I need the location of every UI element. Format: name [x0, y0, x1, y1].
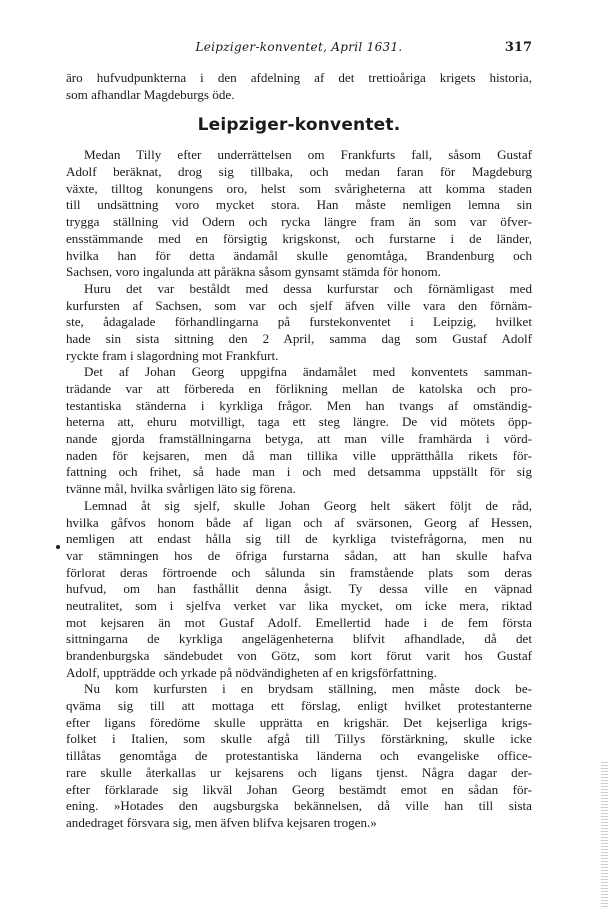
text-line: till undsättning voro mycket stora. Han måste nemligen lemna sin — [66, 197, 532, 213]
text-line: som afhandlar Magdeburgs öde. — [66, 86, 235, 102]
text-line: sittningarna de kyrkliga angelägenheterna blifvit afhandlade, då det — [66, 631, 532, 647]
text-line: tvänne mål, hvilka svårligen läto sig förena. — [66, 481, 296, 497]
text-line: fattning och frihet, så hade man i och med detsamma uppställt för sig — [66, 464, 532, 480]
text-line: Medan Tilly efter underrättelsen om Frankfurts fall, såsom Gustaf — [84, 147, 532, 163]
text-line: ste, ådagalade förhandlingarna på furstekonventet i Leipzig, hvilket — [66, 314, 532, 330]
text-line: ensstämmande med en försigtig krigskonst, och furstarne i de länder, — [66, 230, 532, 246]
text-line: hvilka han för detta ändamål skulle genomtåga, Brandenburg och — [66, 247, 532, 263]
text-line: ening. »Hotades den augsburgska bekännelsen, då ville han till sista — [66, 798, 532, 814]
text-line: Nu kom kurfursten i en brydsam ställning, men måste dock be- — [84, 681, 532, 697]
text-line: rare skulle återkallas ur kejsarens och ligans tjenst. Några dagar der- — [66, 764, 532, 780]
text-line: folket i Italien, som skulle afgå till Tillys förstärkning, skulle icke — [66, 731, 532, 747]
text-line: nemligen att endast hålla sig till de kyrkliga tvistefrågorna, men nu — [66, 531, 532, 547]
text-line: nande gjorda framställningarna betyga, att man ville framhärda i vörd- — [66, 431, 532, 447]
text-line: trygga ställning vid Odern och rycka längre fram än som var öfver- — [66, 214, 532, 230]
text-line: andedraget försvara sig, men äfven blifva kejsaren trogen.» — [66, 814, 377, 830]
text-line: växte, tilltog konungens oro, helst som svårigheterna att komma staden — [66, 180, 532, 196]
text-line: naden för kejsaren, men då man tillika ville upprätthålla rikets för- — [66, 447, 532, 463]
paragraph — [66, 681, 532, 831]
text-line: brandenburgska sändebudet von Götz, som kort förut varit hos Gustaf — [66, 648, 532, 663]
text-line: var stämningen hos de öfriga furstarna sådan, att han skulle hafva — [66, 547, 532, 563]
text-line: efter förklarade sig likväl Johan Georg bestämdt emot en sådan för- — [66, 781, 532, 797]
text-line: äro hufvudpunkterna i den afdelning af det trettioåriga krigets historia, — [66, 70, 532, 85]
text-line: Adolf, uppträdde och yrkade på nödvändigheten af en krigsförfattning. — [66, 664, 437, 680]
text-line: förlorat deras förtroende och sålunda sin framstående plats som deras — [66, 564, 532, 580]
text-line: Adolf beräknat, drog sig tillbaka, och medan faran för Magdeburg — [66, 164, 532, 180]
text-line: testantiska ständerna i kyrkliga frågor. Men han tvangs af omständig- — [66, 397, 532, 413]
text-line: heterna att, ehuru motvilligt, taga ett steg längre. De vid mötets öpp- — [66, 414, 532, 430]
page-number: 317 — [504, 40, 532, 55]
text-line: Huru det var beståldt med dessa kurfurstar och förnämligast med — [84, 280, 532, 296]
page-edge-shadow — [601, 760, 608, 907]
text-line: Det af Johan Georg uppgifna ändamålet med konventets samman- — [84, 364, 532, 380]
page-body — [66, 70, 532, 832]
page-header — [66, 40, 532, 58]
paragraph — [66, 364, 532, 498]
paragraph — [66, 147, 532, 281]
text-line: hufvud, om han fasthållit denna åsigt. Ty dessa ville en väpnad — [66, 581, 532, 597]
text-line: hvilka gåfvos honom både af ligan och af svärsonen, Georg af Hessen, — [66, 514, 532, 530]
text-line: trädande var att förbereda en förlikning mellan de katolska och pro- — [66, 381, 532, 396]
section-heading: Leipziger-konventet. — [197, 115, 401, 136]
text-line: Sachsen, voro ingalunda att påräkna såsom gynsamt stämda för honom. — [66, 264, 441, 280]
margin-mark — [56, 545, 60, 549]
text-line: kurfursten af Sachsen, som var och sjelf äfven ville vara den förnäm- — [66, 297, 532, 313]
text-line: qväma sig till att mottaga ett förslag, enligt hvilket protestanterne — [66, 698, 532, 714]
text-line: neutralitet, som i sjelfva verket var lika mycket, om icke mera, riktad — [66, 597, 532, 613]
text-line: mot kejsaren än mot Gustaf Adolf. Emellertid hade i de fem första — [66, 614, 532, 630]
text-line: ryckte fram i slagordning mot Frankfurt. — [66, 347, 279, 363]
text-line: efter ligans föredöme skulle upprätta en krigshär. Det kejserliga krigs- — [66, 714, 532, 730]
paragraph — [66, 498, 532, 682]
running-title: Leipziger-konventet, April 1631. — [195, 40, 403, 54]
paragraph — [66, 281, 532, 364]
text-line: Lemnad åt sig sjelf, skulle Johan Georg helt säkert följt de råd, — [84, 497, 532, 513]
text-line: tillåtas genomtåga de protestantiska länderna och evangeliske office- — [66, 748, 532, 764]
text-line: hade sin sista sittning den 2 April, samma dag som Gustaf Adolf — [66, 330, 532, 346]
